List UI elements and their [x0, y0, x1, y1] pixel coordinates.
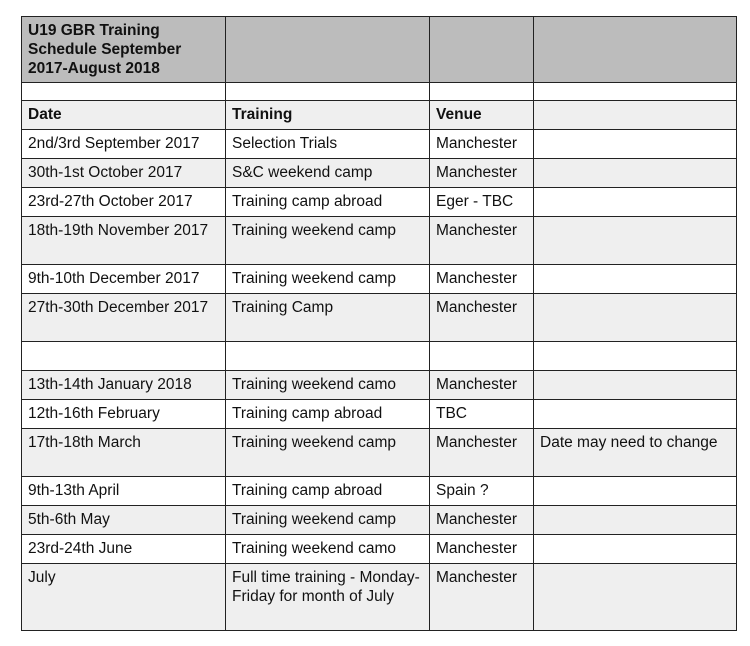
venue-cell: Manchester [430, 535, 534, 564]
venue-cell: Manchester [430, 265, 534, 294]
venue-cell: Manchester [430, 159, 534, 188]
note-cell [534, 265, 737, 294]
table-row [22, 400, 737, 429]
venue-cell: Eger - TBC [430, 188, 534, 217]
empty-cell [430, 342, 534, 371]
date-cell: 5th-6th May [22, 506, 226, 535]
date-cell: 18th-19th November 2017 [22, 217, 226, 265]
header-training: Training [226, 101, 430, 130]
training-cell: Training weekend camo [226, 371, 430, 400]
note-cell [534, 217, 737, 265]
venue-cell: Manchester [430, 130, 534, 159]
spacer-row [22, 83, 737, 101]
empty-cell [534, 83, 737, 101]
date-cell: 17th-18th March [22, 429, 226, 477]
schedule-table [21, 16, 737, 631]
spacer-row [22, 342, 737, 371]
header-date: Date [22, 101, 226, 130]
venue-cell: Manchester [430, 429, 534, 477]
header-notes [534, 101, 737, 130]
empty-cell [22, 83, 226, 101]
training-cell: Full time training - Monday-Friday for month of July [226, 564, 430, 631]
training-cell: S&C weekend camp [226, 159, 430, 188]
training-cell: Training camp abroad [226, 477, 430, 506]
note-cell [534, 506, 737, 535]
date-cell: 30th-1st October 2017 [22, 159, 226, 188]
note-cell [534, 188, 737, 217]
note-cell [534, 477, 737, 506]
table-row [22, 159, 737, 188]
empty-cell [430, 17, 534, 83]
training-cell: Training camp abroad [226, 188, 430, 217]
table-row [22, 477, 737, 506]
note-cell [534, 371, 737, 400]
training-cell: Training weekend camo [226, 535, 430, 564]
table-row [22, 188, 737, 217]
date-cell: 2nd/3rd September 2017 [22, 130, 226, 159]
venue-cell: Manchester [430, 564, 534, 631]
date-cell: 12th-16th February [22, 400, 226, 429]
date-cell: 27th-30th December 2017 [22, 294, 226, 342]
note-cell [534, 564, 737, 631]
note-cell [534, 159, 737, 188]
venue-cell: Manchester [430, 294, 534, 342]
header-row [22, 101, 737, 130]
empty-cell [534, 342, 737, 371]
table-row [22, 217, 737, 265]
date-cell: 9th-13th April [22, 477, 226, 506]
note-cell [534, 130, 737, 159]
empty-cell [430, 83, 534, 101]
date-cell: July [22, 564, 226, 631]
note-cell: Date may need to change [534, 429, 737, 477]
venue-cell: Manchester [430, 506, 534, 535]
training-cell: Training weekend camp [226, 506, 430, 535]
table-row [22, 564, 737, 631]
table-row [22, 265, 737, 294]
training-cell: Training weekend camp [226, 265, 430, 294]
schedule-sheet [21, 16, 737, 631]
title-row [22, 17, 737, 83]
note-cell [534, 400, 737, 429]
note-cell [534, 535, 737, 564]
empty-cell [226, 342, 430, 371]
table-row [22, 294, 737, 342]
empty-cell [22, 342, 226, 371]
table-row [22, 371, 737, 400]
date-cell: 23rd-27th October 2017 [22, 188, 226, 217]
training-cell: Training weekend camp [226, 217, 430, 265]
table-row [22, 506, 737, 535]
training-cell: Training camp abroad [226, 400, 430, 429]
venue-cell: TBC [430, 400, 534, 429]
venue-cell: Manchester [430, 217, 534, 265]
empty-cell [226, 17, 430, 83]
table-row [22, 535, 737, 564]
schedule-title: U19 GBR Training Schedule September 2017-August 2018 [22, 17, 226, 83]
empty-cell [534, 17, 737, 83]
table-row [22, 429, 737, 477]
date-cell: 13th-14th January 2018 [22, 371, 226, 400]
training-cell: Training weekend camp [226, 429, 430, 477]
empty-cell [226, 83, 430, 101]
date-cell: 9th-10th December 2017 [22, 265, 226, 294]
date-cell: 23rd-24th June [22, 535, 226, 564]
training-cell: Training Camp [226, 294, 430, 342]
note-cell [534, 294, 737, 342]
venue-cell: Manchester [430, 371, 534, 400]
table-row [22, 130, 737, 159]
training-cell: Selection Trials [226, 130, 430, 159]
header-venue: Venue [430, 101, 534, 130]
venue-cell: Spain ? [430, 477, 534, 506]
